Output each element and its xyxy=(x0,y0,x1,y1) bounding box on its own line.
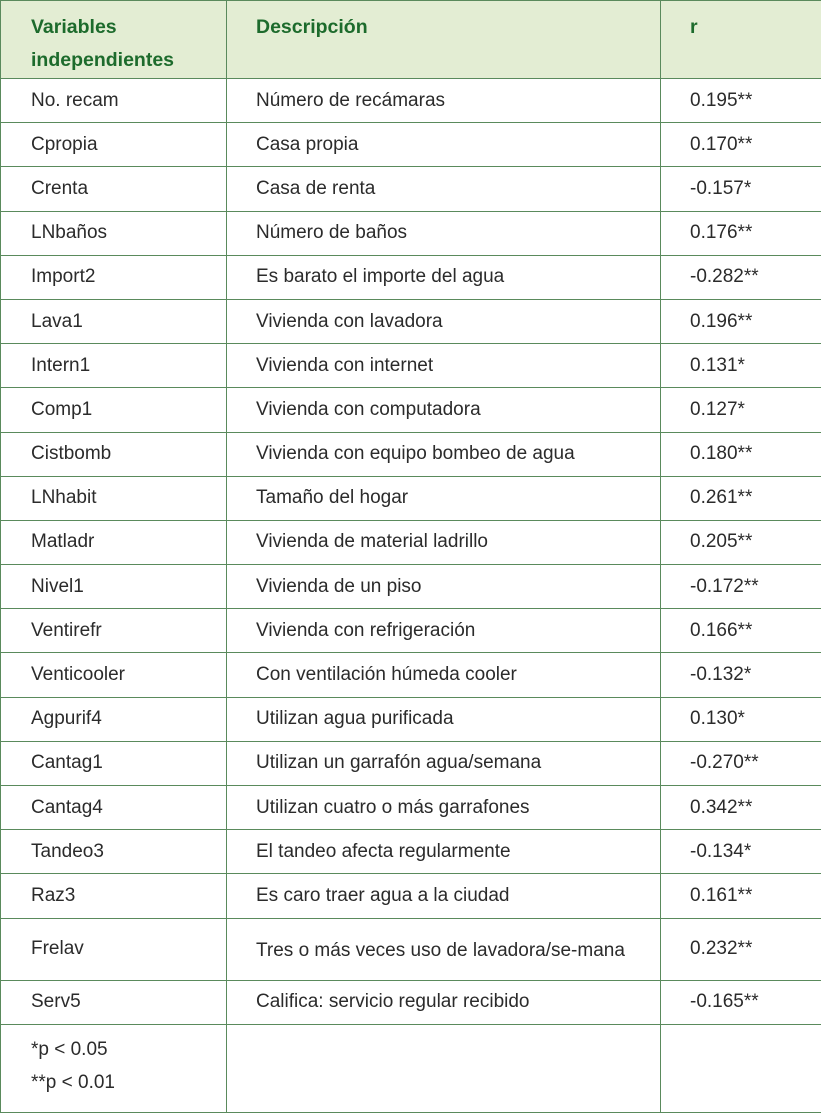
r-value-cell: 0.176** xyxy=(661,211,821,255)
r-value-cell: 0.130* xyxy=(661,697,821,741)
table-row xyxy=(1,476,821,520)
description-cell: Tamaño del hogar xyxy=(227,476,661,520)
variable-cell: LNbaños xyxy=(1,211,227,255)
notes-row xyxy=(1,1024,821,1112)
table-row xyxy=(1,344,821,388)
description-cell: Vivienda de material ladrillo xyxy=(227,520,661,564)
variable-cell: No. recam xyxy=(1,79,227,123)
variable-cell: Ventirefr xyxy=(1,609,227,653)
variable-cell: Frelav xyxy=(1,918,227,980)
table-row xyxy=(1,741,821,785)
variable-cell: Comp1 xyxy=(1,388,227,432)
r-value-cell: 0.205** xyxy=(661,520,821,564)
r-value-cell: 0.127* xyxy=(661,388,821,432)
header-r: r xyxy=(661,1,821,79)
table-row xyxy=(1,609,821,653)
description-cell: Tres o más veces uso de lavadora/se-mana xyxy=(227,918,661,980)
r-value-cell: 0.195** xyxy=(661,79,821,123)
table-row xyxy=(1,388,821,432)
table-row xyxy=(1,786,821,830)
r-value-cell: 0.196** xyxy=(661,299,821,343)
table-row xyxy=(1,565,821,609)
r-value-cell: -0.157* xyxy=(661,167,821,211)
variable-cell: LNhabit xyxy=(1,476,227,520)
variable-cell: Cantag1 xyxy=(1,741,227,785)
description-cell: Número de recámaras xyxy=(227,79,661,123)
description-cell: Vivienda con equipo bombeo de agua xyxy=(227,432,661,476)
description-cell: Es caro traer agua a la ciudad xyxy=(227,874,661,918)
header-description: Descripción xyxy=(227,1,661,79)
r-value-cell: -0.132* xyxy=(661,653,821,697)
table-row xyxy=(1,697,821,741)
description-cell: Utilizan un garrafón agua/semana xyxy=(227,741,661,785)
description-cell: Es barato el importe del agua xyxy=(227,255,661,299)
r-value-cell: 0.342** xyxy=(661,786,821,830)
r-value-cell: 0.180** xyxy=(661,432,821,476)
header-variables-line2: independientes xyxy=(31,49,174,71)
table-row xyxy=(1,980,821,1024)
table-header xyxy=(1,1,821,79)
header-variables xyxy=(1,1,227,79)
description-cell: Utilizan agua purificada xyxy=(227,697,661,741)
variable-cell: Raz3 xyxy=(1,874,227,918)
table-row xyxy=(1,299,821,343)
table-row xyxy=(1,874,821,918)
description-cell: Vivienda con refrigeración xyxy=(227,609,661,653)
r-value-cell: 0.232** xyxy=(661,918,821,980)
table-body xyxy=(1,79,821,1113)
table-row xyxy=(1,123,821,167)
table-row xyxy=(1,255,821,299)
variable-cell: Cantag4 xyxy=(1,786,227,830)
variable-cell: Serv5 xyxy=(1,980,227,1024)
table-row xyxy=(1,432,821,476)
table-row xyxy=(1,918,821,980)
description-cell: Casa propia xyxy=(227,123,661,167)
variable-cell: Cpropia xyxy=(1,123,227,167)
variable-cell: Import2 xyxy=(1,255,227,299)
header-variables-line1: Variables xyxy=(31,16,117,38)
table-row xyxy=(1,211,821,255)
description-cell: Vivienda con internet xyxy=(227,344,661,388)
variable-cell: Crenta xyxy=(1,167,227,211)
table-row xyxy=(1,653,821,697)
variable-cell: Nivel1 xyxy=(1,565,227,609)
note-p05: *p < 0.05 xyxy=(31,1033,226,1066)
variable-cell: Tandeo3 xyxy=(1,830,227,874)
header-row xyxy=(1,1,821,79)
description-cell: Vivienda de un piso xyxy=(227,565,661,609)
r-value-cell: 0.170** xyxy=(661,123,821,167)
description-cell: Casa de renta xyxy=(227,167,661,211)
description-cell: Número de baños xyxy=(227,211,661,255)
r-value-cell: -0.172** xyxy=(661,565,821,609)
table-row xyxy=(1,830,821,874)
r-value-cell: -0.270** xyxy=(661,741,821,785)
description-cell: Vivienda con computadora xyxy=(227,388,661,432)
note-p01: **p < 0.01 xyxy=(31,1066,226,1099)
r-value-cell: -0.282** xyxy=(661,255,821,299)
description-cell: Califica: servicio regular recibido xyxy=(227,980,661,1024)
r-value-cell: 0.166** xyxy=(661,609,821,653)
description-cell: El tandeo afecta regularmente xyxy=(227,830,661,874)
r-value-cell: -0.134* xyxy=(661,830,821,874)
variable-cell: Agpurif4 xyxy=(1,697,227,741)
variable-cell: Intern1 xyxy=(1,344,227,388)
table-row xyxy=(1,79,821,123)
variable-cell: Cistbomb xyxy=(1,432,227,476)
r-value-cell: -0.165** xyxy=(661,980,821,1024)
r-value-cell: 0.261** xyxy=(661,476,821,520)
variable-cell: Lava1 xyxy=(1,299,227,343)
empty-cell xyxy=(227,1024,661,1112)
table-row xyxy=(1,167,821,211)
variable-cell: Venticooler xyxy=(1,653,227,697)
variable-cell: Matladr xyxy=(1,520,227,564)
empty-cell xyxy=(661,1024,821,1112)
description-cell: Con ventilación húmeda cooler xyxy=(227,653,661,697)
description-cell: Vivienda con lavadora xyxy=(227,299,661,343)
r-value-cell: 0.131* xyxy=(661,344,821,388)
r-value-cell: 0.161** xyxy=(661,874,821,918)
table-row xyxy=(1,520,821,564)
significance-notes xyxy=(1,1024,227,1112)
description-cell: Utilizan cuatro o más garrafones xyxy=(227,786,661,830)
